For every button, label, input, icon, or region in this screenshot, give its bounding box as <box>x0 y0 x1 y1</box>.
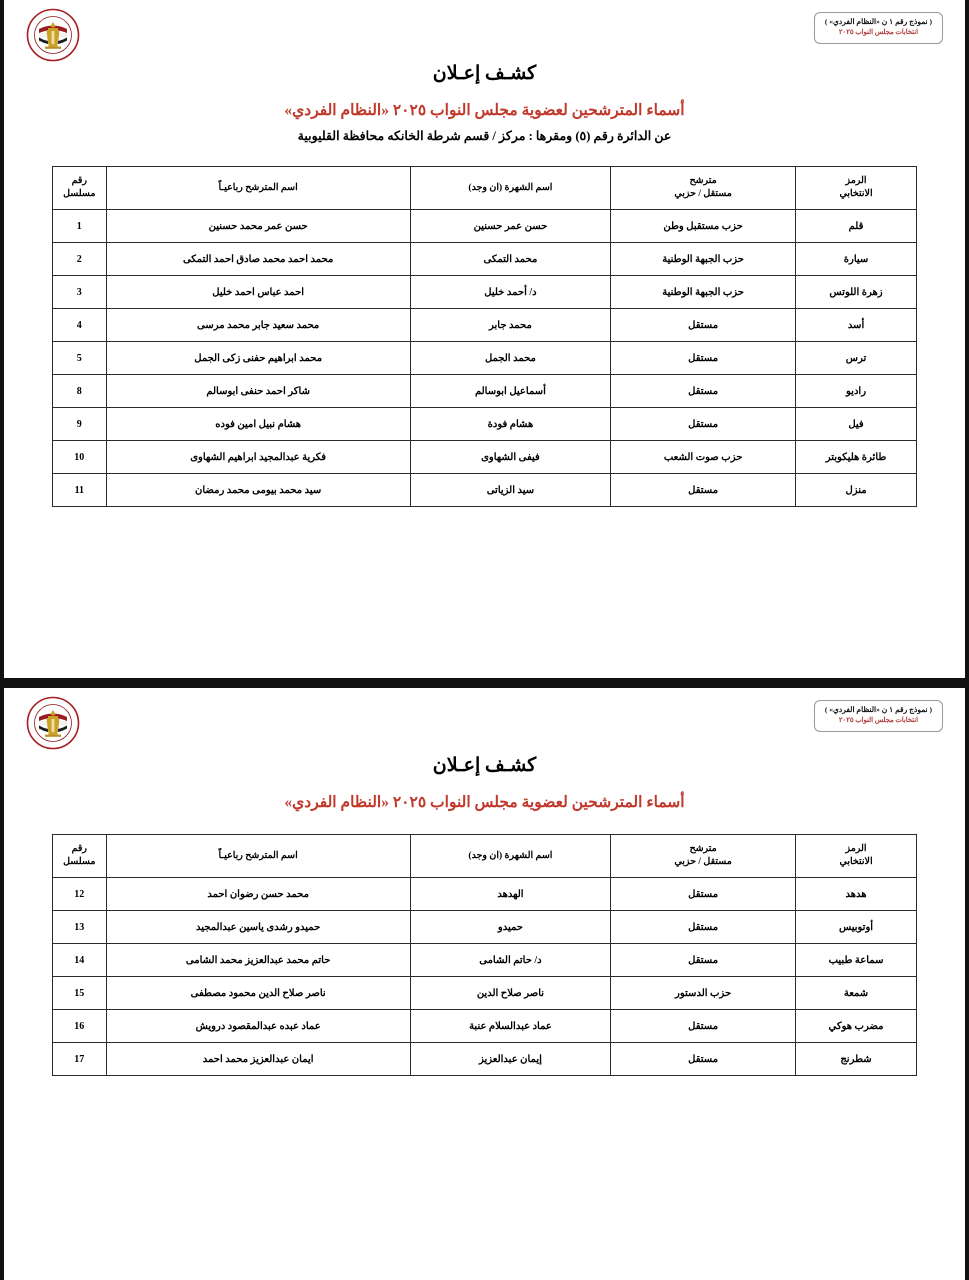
table-header-row <box>53 167 917 210</box>
candidate-nickname: محمد الجمل <box>410 342 610 375</box>
column-header-symbol-line1: الرمز <box>845 176 867 187</box>
page-header-2 <box>4 688 965 750</box>
column-header-serial <box>53 167 107 210</box>
column-header-symbol-2-line2: الانتخابي <box>839 857 873 867</box>
candidate-affiliation: حزب صوت الشعب <box>611 441 796 474</box>
candidate-affiliation: مستقل <box>611 309 796 342</box>
column-header-fullname <box>106 167 410 210</box>
column-header-fullname-2 <box>106 835 410 878</box>
candidate-affiliation: مستقل <box>611 1043 796 1076</box>
candidate-affiliation: حزب مستقبل وطن <box>611 210 796 243</box>
candidate-serial: 15 <box>53 977 107 1010</box>
announcement-subtitle-2: أسماء المترشحين لعضوية مجلس النواب ٢٠٢٥ «النظام الفردي» <box>284 794 685 811</box>
candidates-table-1 <box>52 166 917 507</box>
candidate-full-name: حسن عمر محمد حسنين <box>106 210 410 243</box>
column-header-serial-2-line1: رقم <box>71 844 88 855</box>
candidate-symbol: طائرة هليكوبتر <box>796 441 917 474</box>
candidate-serial: 16 <box>53 1010 107 1043</box>
candidate-symbol: زهرة اللوتس <box>796 276 917 309</box>
table-row <box>53 878 917 911</box>
candidate-full-name: محمد سعيد جابر محمد مرسى <box>106 309 410 342</box>
candidate-serial: 9 <box>53 408 107 441</box>
table-body-1 <box>53 210 917 507</box>
candidate-affiliation: حزب الجبهة الوطنية <box>611 276 796 309</box>
column-header-serial-2-line2: مسلسل <box>63 857 96 867</box>
column-header-affiliation-2-line2: مستقل / حزبي <box>674 857 732 867</box>
table-row <box>53 276 917 309</box>
column-header-nickname-2 <box>410 835 610 878</box>
candidate-affiliation: مستقل <box>611 375 796 408</box>
candidate-symbol: مضرب هوكي <box>796 1010 917 1043</box>
candidate-full-name: ايمان عبدالعزيز محمد احمد <box>106 1043 410 1076</box>
candidate-serial: 12 <box>53 878 107 911</box>
candidate-nickname: سيد الزياتى <box>410 474 610 507</box>
candidate-serial: 4 <box>53 309 107 342</box>
candidate-nickname: محمد جابر <box>410 309 610 342</box>
candidate-affiliation: مستقل <box>611 408 796 441</box>
candidate-symbol: شمعة <box>796 977 917 1010</box>
table-row <box>53 474 917 507</box>
page-titles-2 <box>4 750 965 812</box>
form-stamp-line-1: ( نموذج رقم ١ ن «النظام الفردي» ) <box>824 17 932 26</box>
candidate-symbol: راديو <box>796 375 917 408</box>
candidate-full-name: احمد عباس احمد خليل <box>106 276 410 309</box>
candidate-symbol: شطرنج <box>796 1043 917 1076</box>
candidate-nickname: فيفى الشهاوى <box>410 441 610 474</box>
column-header-symbol-line2: الانتخابي <box>839 189 873 199</box>
candidate-serial: 10 <box>53 441 107 474</box>
column-header-fullname-line1: اسم المترشح رباعيـاً <box>218 182 298 193</box>
column-header-affiliation-2 <box>611 835 796 878</box>
column-header-affiliation-2-line1: مترشح <box>689 844 717 855</box>
candidate-symbol: قلم <box>796 210 917 243</box>
column-header-nickname <box>410 167 610 210</box>
table-row <box>53 1043 917 1076</box>
candidate-serial: 5 <box>53 342 107 375</box>
candidate-full-name: شاكر احمد حنفى ابوسالم <box>106 375 410 408</box>
table-row <box>53 408 917 441</box>
candidate-nickname: د/ أحمد خليل <box>410 276 610 309</box>
form-stamp-2-line-2: انتخابات مجلس النواب ٢٠٢٥ <box>838 716 919 724</box>
page-header <box>4 0 965 62</box>
form-number-stamp-2 <box>814 700 943 732</box>
table-row <box>53 342 917 375</box>
table-header-2 <box>53 835 917 878</box>
candidate-serial: 1 <box>53 210 107 243</box>
candidate-serial: 14 <box>53 944 107 977</box>
candidate-serial: 17 <box>53 1043 107 1076</box>
candidate-symbol: أسد <box>796 309 917 342</box>
candidate-nickname: الهدهد <box>410 878 610 911</box>
column-header-symbol <box>796 167 917 210</box>
announcement-title-2: كشـف إعـلان <box>432 755 537 776</box>
candidate-nickname: حسن عمر حسنين <box>410 210 610 243</box>
candidate-affiliation: حزب الجبهة الوطنية <box>611 243 796 276</box>
candidate-affiliation: مستقل <box>611 1010 796 1043</box>
district-line: عن الدائرة رقم (٥) ومقرها : مركز / قسم شرطة الخانكه محافظة القليوبية <box>297 129 672 143</box>
candidates-table-2 <box>52 834 917 1076</box>
column-header-affiliation <box>611 167 796 210</box>
table-header-row-2 <box>53 835 917 878</box>
candidate-full-name: حميدو رشدى ياسين عبدالمجيد <box>106 911 410 944</box>
candidate-affiliation: مستقل <box>611 342 796 375</box>
candidate-full-name: عماد عبده عبدالمقصود درويش <box>106 1010 410 1043</box>
candidate-symbol: سماعة طبيب <box>796 944 917 977</box>
candidate-serial: 3 <box>53 276 107 309</box>
candidate-serial: 2 <box>53 243 107 276</box>
candidate-serial: 8 <box>53 375 107 408</box>
candidate-affiliation: مستقل <box>611 474 796 507</box>
column-header-fullname-2-line1: اسم المترشح رباعيـاً <box>218 850 298 861</box>
announcement-subtitle: أسماء المترشحين لعضوية مجلس النواب ٢٠٢٥ «النظام الفردي» <box>284 102 685 119</box>
candidate-symbol: فيل <box>796 408 917 441</box>
table-row <box>53 243 917 276</box>
document-page-1 <box>4 0 965 678</box>
candidate-affiliation: حزب الدستور <box>611 977 796 1010</box>
candidate-nickname: ناصر صلاح الدين <box>410 977 610 1010</box>
candidate-nickname: د/ حاتم الشامى <box>410 944 610 977</box>
candidate-nickname: أسماعيل ابوسالم <box>410 375 610 408</box>
table-body-2 <box>53 878 917 1076</box>
candidate-affiliation: مستقل <box>611 944 796 977</box>
table-row <box>53 1010 917 1043</box>
candidate-full-name: فكرية عبدالمجيد ابراهيم الشهاوى <box>106 441 410 474</box>
candidate-full-name: سيد محمد بيومى محمد رمضان <box>106 474 410 507</box>
document-page-2 <box>4 688 965 1280</box>
candidate-symbol: ترس <box>796 342 917 375</box>
candidate-symbol: سيارة <box>796 243 917 276</box>
table-row <box>53 441 917 474</box>
candidate-symbol: أوتوبيس <box>796 911 917 944</box>
announcement-title: كشـف إعـلان <box>432 63 537 84</box>
candidate-full-name: محمد احمد محمد صادق احمد التمكى <box>106 243 410 276</box>
candidate-nickname: محمد التمكى <box>410 243 610 276</box>
candidates-table-container-2 <box>4 834 965 1076</box>
national-elections-authority-emblem-icon <box>26 8 80 62</box>
page-titles <box>4 62 965 144</box>
candidates-table-container-1 <box>4 166 965 507</box>
candidate-serial: 13 <box>53 911 107 944</box>
candidate-affiliation: مستقل <box>611 911 796 944</box>
candidate-full-name: ناصر صلاح الدين محمود مصطفى <box>106 977 410 1010</box>
form-stamp-2-line-1: ( نموذج رقم ١ ن «النظام الفردي» ) <box>824 705 932 714</box>
table-row <box>53 944 917 977</box>
form-number-stamp <box>814 12 943 44</box>
column-header-serial-line2: مسلسل <box>63 189 96 199</box>
column-header-serial-line1: رقم <box>71 176 88 187</box>
candidate-nickname: إيمان عبدالعزيز <box>410 1043 610 1076</box>
candidate-symbol: منزل <box>796 474 917 507</box>
table-header <box>53 167 917 210</box>
candidate-nickname: هشام فودة <box>410 408 610 441</box>
candidate-full-name: هشام نبيل امين فوده <box>106 408 410 441</box>
candidate-affiliation: مستقل <box>611 878 796 911</box>
column-header-affiliation-line1: مترشح <box>689 176 717 187</box>
table-row <box>53 375 917 408</box>
candidate-nickname: حميدو <box>410 911 610 944</box>
table-row <box>53 911 917 944</box>
table-row <box>53 977 917 1010</box>
column-header-nickname-line1: اسم الشهرة (ان وجد) <box>468 182 553 193</box>
candidate-symbol: هدهد <box>796 878 917 911</box>
column-header-symbol-2-line1: الرمز <box>845 844 867 855</box>
candidate-nickname: عماد عبدالسلام عنبة <box>410 1010 610 1043</box>
table-row <box>53 210 917 243</box>
column-header-symbol-2 <box>796 835 917 878</box>
candidate-full-name: محمد ابراهيم حفنى زكى الجمل <box>106 342 410 375</box>
form-stamp-line-2: انتخابات مجلس النواب ٢٠٢٥ <box>838 28 919 36</box>
candidate-full-name: محمد حسن رضوان احمد <box>106 878 410 911</box>
column-header-nickname-2-line1: اسم الشهرة (ان وجد) <box>468 850 553 861</box>
table-row <box>53 309 917 342</box>
candidate-serial: 11 <box>53 474 107 507</box>
national-elections-authority-emblem-icon-2 <box>26 696 80 750</box>
candidate-full-name: حاتم محمد عبدالعزيز محمد الشامى <box>106 944 410 977</box>
column-header-serial-2 <box>53 835 107 878</box>
column-header-affiliation-line2: مستقل / حزبي <box>674 189 732 199</box>
